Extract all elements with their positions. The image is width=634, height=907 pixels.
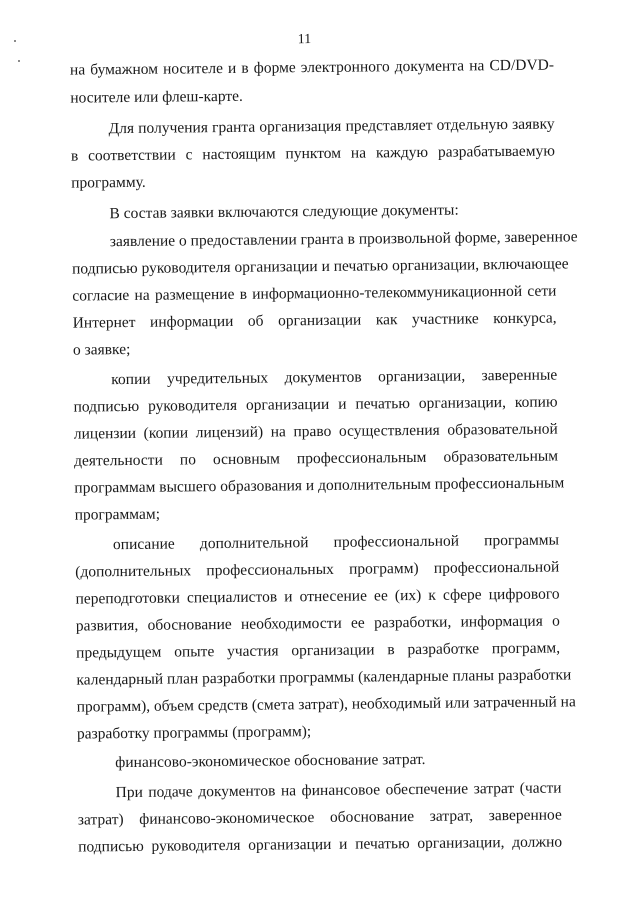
text-line: о заявке; bbox=[72, 340, 131, 359]
text-line: развития, обоснование необходимости ее разработки, информация о bbox=[75, 612, 560, 635]
text-line: подписью руководителя организации и печатью организации, копию bbox=[73, 393, 558, 416]
text-line: Интернет информации об организации как участнике конкурса, bbox=[72, 309, 557, 332]
text-line: в соответствии с настоящим пунктом на каждую разрабатываемую bbox=[70, 142, 555, 165]
text-line: разработку программы (программ); bbox=[76, 723, 312, 743]
text-line: программу. bbox=[71, 173, 146, 192]
text-line: программам; bbox=[74, 505, 161, 524]
text-line: согласие на размещение в информационно-телекоммуникационной сети bbox=[72, 282, 557, 305]
text-line: лицензии (копии лицензий) на право осуществления образовательной bbox=[73, 420, 558, 443]
text-line: на бумажном носителе и в форме электронного документа на CD/DVD- bbox=[69, 56, 555, 79]
text-line: деятельности по основным профессиональным образовательным bbox=[74, 447, 559, 470]
text-line: финансово-экономическое обоснование затрат. bbox=[115, 750, 426, 772]
text-line: описание дополнительной профессиональной программы bbox=[112, 531, 560, 554]
text-line: программам высшего образования и дополнительным профессиональным bbox=[74, 474, 565, 497]
page-number: 11 bbox=[297, 32, 312, 48]
text-line: календарный план разработки программы (календарные планы разработки bbox=[76, 666, 572, 689]
text-line: программ), объем средств (смета затрат), необходимый или затраченный на bbox=[76, 693, 576, 716]
text-line: В состав заявки включаются следующие документы: bbox=[109, 201, 459, 223]
text-line: переподготовки специалистов и отнесение ее (их) к сфере цифрового bbox=[75, 585, 560, 608]
text-line: При подаче документов на финансовое обеспечение затрат (части bbox=[115, 779, 562, 802]
text-line: предыдущем опыте участия организации в разработке программ, bbox=[76, 639, 561, 662]
text-line: заявление о предоставлении гранта в произвольной форме, заверенное bbox=[109, 228, 578, 251]
text-line: Для получения гранта организация представляет отдельную заявку bbox=[108, 115, 555, 138]
text-line: копии учредительных документов организации, заверенные bbox=[111, 366, 558, 389]
text-line: подписью руководителя организации и печатью организации, должно bbox=[78, 833, 563, 856]
text-line: затрат) финансово-экономическое обоснование затрат, заверенное bbox=[77, 806, 562, 829]
text-line: (дополнительных профессиональных программ) профессиональной bbox=[75, 558, 560, 581]
text-line: подписью руководителя организации и печатью организации, включающее bbox=[72, 255, 569, 278]
text-line: носителе или флеш-карте. bbox=[70, 87, 243, 107]
